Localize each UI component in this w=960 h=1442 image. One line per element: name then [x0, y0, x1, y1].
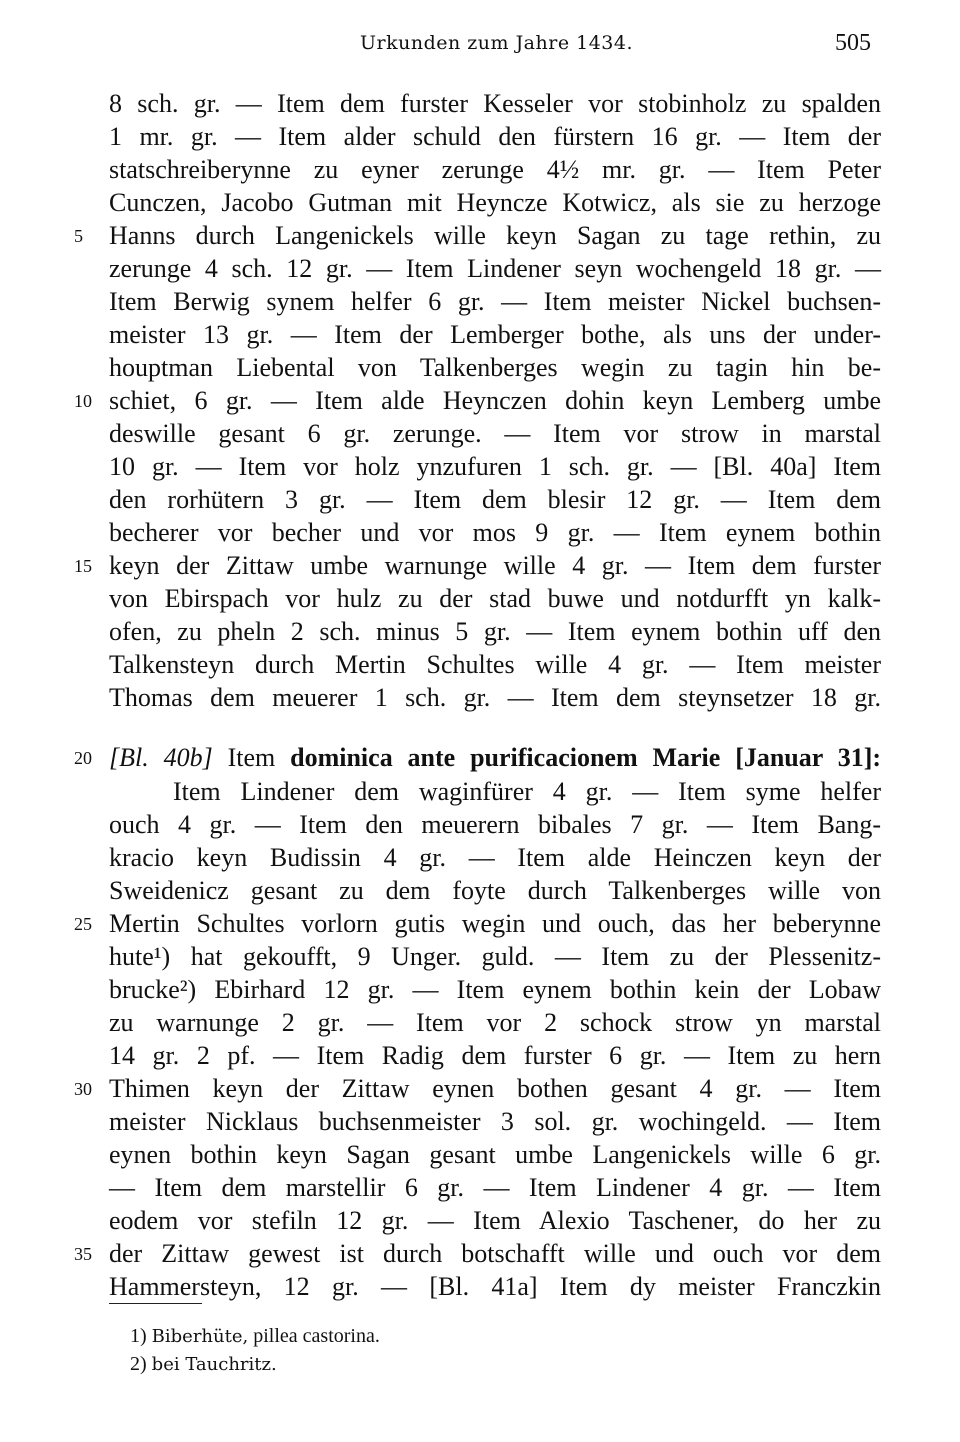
text-line: meister Nicklaus buchsenmeister 3 sol. gr. wochingeld. — Item — [109, 1107, 881, 1136]
text-line: schiet, 6 gr. — Item alde Heynczen dohin keyn Lemberg umbe — [109, 386, 881, 415]
text-line: von Ebirspach vor hulz zu der stad buwe und notdurfft yn kalk- — [109, 584, 881, 613]
text-line: eynen bothin keyn Sagan gesant umbe Langenickels wille 6 gr. — [109, 1140, 881, 1169]
text-line: 8 sch. gr. — Item dem furster Kesseler vor stobinholz zu spalden — [109, 89, 881, 118]
heading-title: dominica ante purificacionem Marie [Januar 31]: — [290, 743, 882, 772]
line-number: 20 — [74, 748, 92, 768]
text-line: houptman Liebental von Talkenberges wegin zu tagin hin be- — [109, 353, 881, 382]
text-line: keyn der Zittaw umbe warnunge wille 4 gr. — Item dem furster — [109, 551, 881, 580]
text-line: 10 gr. — Item vor holz ynzufuren 1 sch. gr. — [Bl. 40a] Item — [109, 452, 881, 481]
footnote-rule — [109, 1303, 202, 1304]
line-number: 35 — [74, 1244, 92, 1264]
text-line: den rorhütern 3 gr. — Item dem blesir 12 gr. — Item dem — [109, 485, 881, 514]
text-line: Hanns durch Langenickels wille keyn Sagan zu tage rethin, zu — [109, 221, 881, 250]
text-line: Hammersteyn, 12 gr. — [Bl. 41a] Item dy meister Franczkin — [109, 1272, 881, 1301]
text-line: Item Lindener dem waginfürer 4 gr. — Item syme helfer — [173, 777, 881, 806]
text-line: 14 gr. 2 pf. — Item Radig dem furster 6 gr. — Item zu hern — [109, 1041, 881, 1070]
footnote-fraktur-text: Biberhüte, — [151, 1326, 249, 1347]
text-line: kracio keyn Budissin 4 gr. — Item alde Heinczen keyn der — [109, 843, 881, 872]
text-line: zu warnunge 2 gr. — Item vor 2 schock strow yn marstal — [109, 1008, 881, 1037]
text-line: becherer vor becher und vor mos 9 gr. — Item eynem bothin — [109, 518, 881, 547]
text-line: Talkensteyn durch Mertin Schultes wille 4 gr. — Item meister — [109, 650, 881, 679]
folio-ref: [Bl. 40b] — [109, 743, 213, 772]
text-line: eodem vor stefiln 12 gr. — Item Alexio Taschener, do her zu — [109, 1206, 881, 1235]
footnote-mark: 2) — [130, 1353, 147, 1375]
heading-item: Item — [227, 743, 276, 772]
text-line: Mertin Schultes vorlorn gutis wegin und ouch, das her beberynne — [109, 909, 881, 938]
text-line: ofen, zu pheln 2 sch. minus 5 gr. — Item eynem bothin uff den — [109, 617, 881, 646]
text-line: 1 mr. gr. — Item alder schuld den fürstern 16 gr. — Item der — [109, 122, 881, 151]
running-header — [0, 32, 960, 64]
text-line: statschreiberynne zu eyner zerunge 4½ mr. gr. — Item Peter — [109, 155, 881, 184]
footnote — [130, 1351, 277, 1378]
text-line: meister 13 gr. — Item der Lemberger bothe, als uns der under- — [109, 320, 881, 349]
text-line: Item Berwig synem helfer 6 gr. — Item meister Nickel buchsen- — [109, 287, 881, 316]
footnote-text: pillea castorina. — [253, 1325, 380, 1347]
line-number: 30 — [74, 1079, 92, 1099]
text-line: zerunge 4 sch. 12 gr. — Item Lindener seyn wochengeld 18 gr. — — [109, 254, 881, 283]
text-line: deswille gesant 6 gr. zerunge. — Item vor strow in marstal — [109, 419, 881, 448]
text-line: Cunczen, Jacobo Gutman mit Heyncze Kotwicz, als sie zu herzoge — [109, 188, 881, 217]
text-line: Thomas dem meuerer 1 sch. gr. — Item dem steynsetzer 18 gr. — [109, 683, 881, 712]
line-number: 15 — [74, 556, 92, 576]
section-heading — [109, 741, 881, 775]
text-line: Thimen keyn der Zittaw eynen bothen gesant 4 gr. — Item — [109, 1074, 881, 1103]
running-title: Urkunden zum Jahre 1434. — [360, 32, 634, 54]
line-number: 10 — [74, 391, 92, 411]
line-number: 25 — [74, 914, 92, 934]
footnote — [130, 1323, 380, 1350]
text-line: hute¹) hat gekoufft, 9 Unger. guld. — Item zu der Plessenitz- — [109, 942, 881, 971]
text-line: Sweidenicz gesant zu dem foyte durch Talkenberges wille von — [109, 876, 881, 905]
text-line: brucke²) Ebirhard 12 gr. — Item eynem bothin kein der Lobaw — [109, 975, 881, 1004]
page-number: 505 — [835, 30, 871, 56]
line-number: 5 — [74, 226, 83, 246]
text-line: — Item dem marstellir 6 gr. — Item Lindener 4 gr. — Item — [109, 1173, 881, 1202]
footnote-mark: 1) — [130, 1325, 147, 1347]
footnote-fraktur-text: bei Tauchritz. — [151, 1354, 277, 1375]
text-line: ouch 4 gr. — Item den meuerern bibales 7 gr. — Item Bang- — [109, 810, 881, 839]
text-line: der Zittaw gewest ist durch botschafft wille und ouch vor dem — [109, 1239, 881, 1268]
